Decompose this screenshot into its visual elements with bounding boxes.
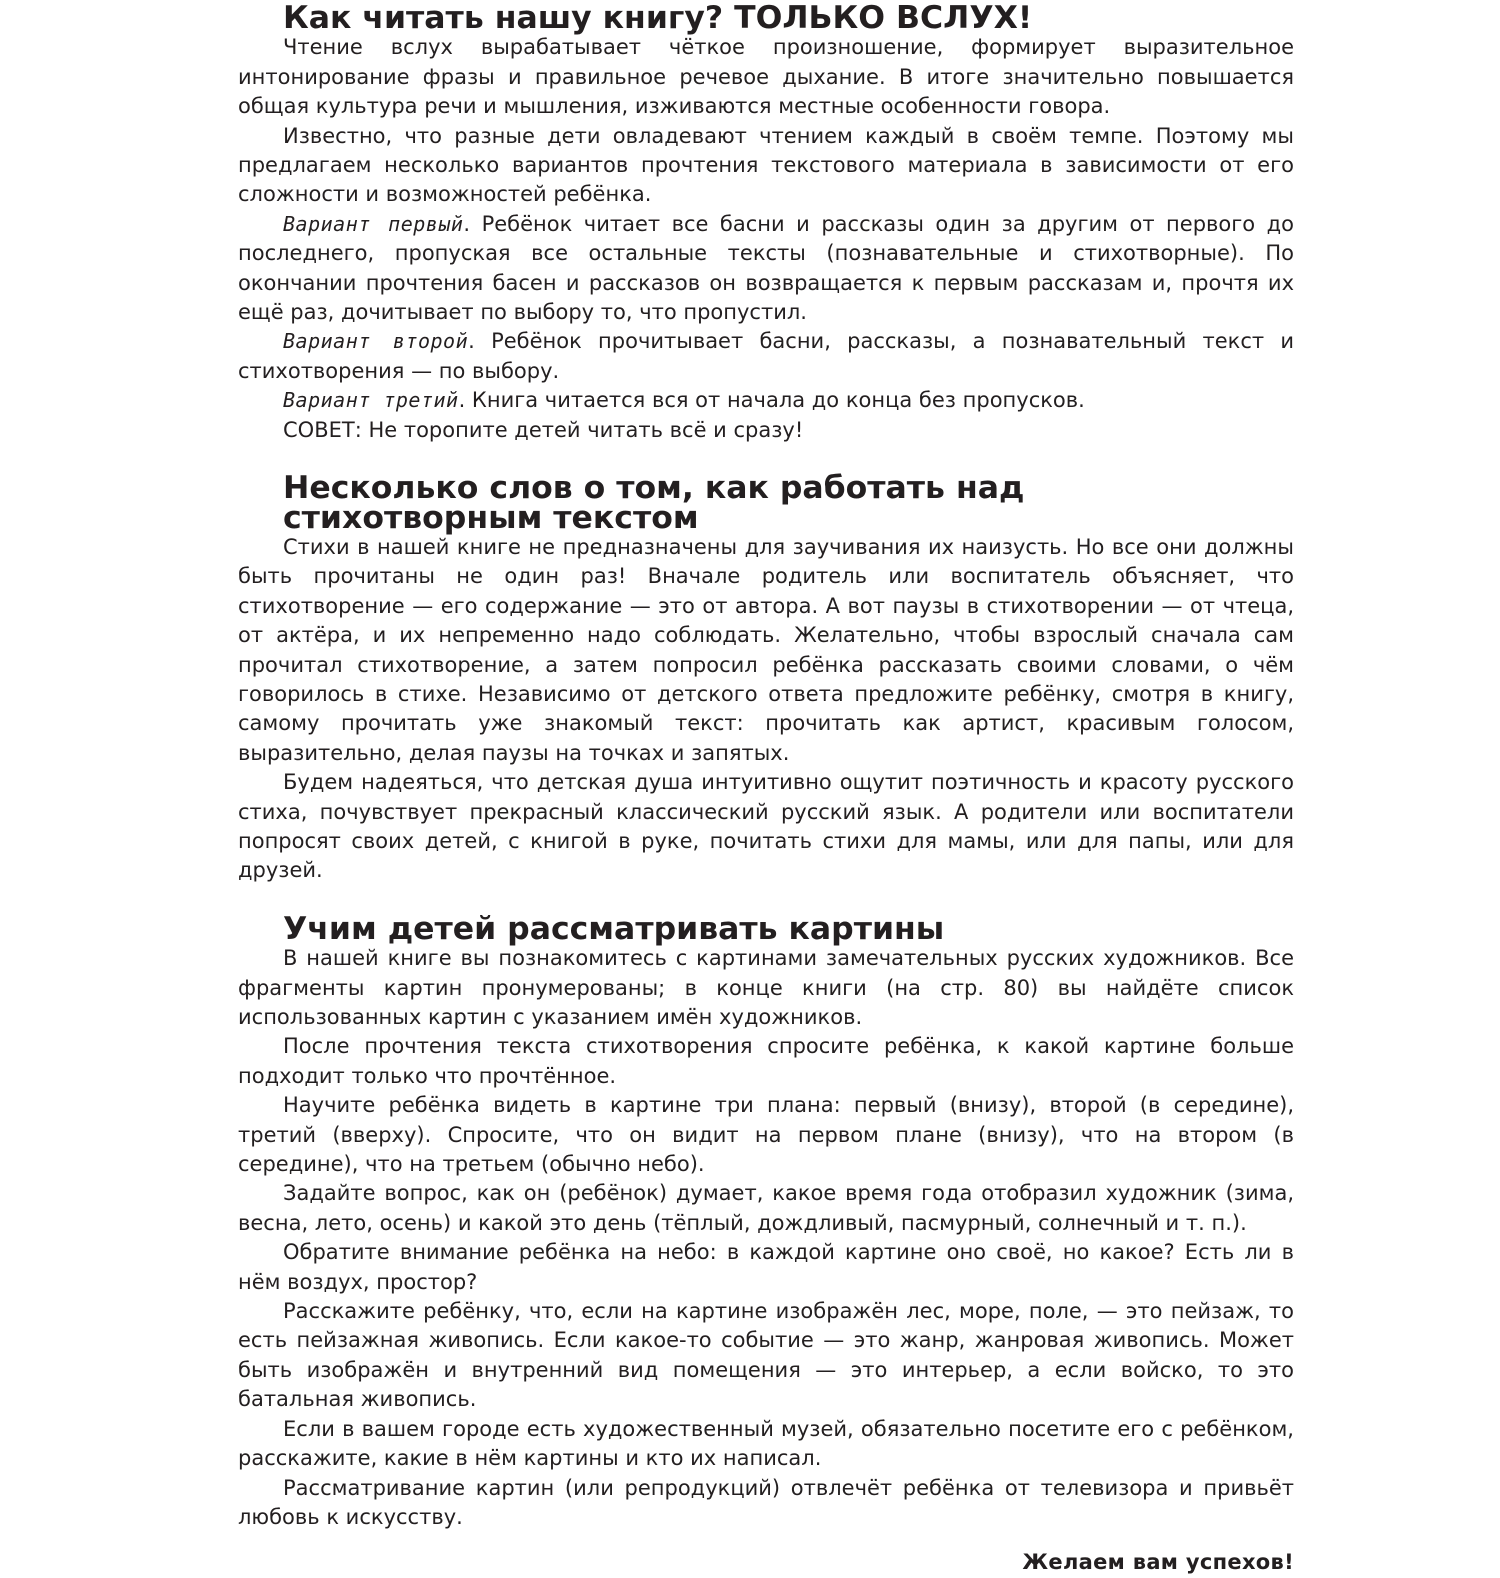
paragraph: Научите ребёнка видеть в картине три плана: первый (внизу), второй (в середине), третий (вверху). Спросите, что он видит на первом плане (внизу), что на втором (в середине), что на третьем (обычно небо).	[238, 1093, 1294, 1177]
section-paintings	[238, 910, 1294, 1533]
variant-label: Вариант третий	[283, 388, 459, 413]
variant-text: . Ребёнок прочитывает басни, рассказы, а познавательный текст и стихотворения — по выбору.	[238, 329, 1294, 383]
variant-paragraph	[238, 210, 1294, 328]
variant-label: Вариант второй	[283, 329, 469, 354]
variant-label: Вариант первый	[283, 211, 464, 236]
document-page	[238, 0, 1295, 1578]
closing-wish: Желаем вам успехов!	[1022, 1550, 1294, 1575]
paragraph: Чтение вслух вырабатывает чёткое произношение, формирует выразительное интонирование фразы и правильное речевое дыхание. В итоге значительно повышается общая культура речи и мышления, изживаются местные особенности говора.	[238, 35, 1294, 119]
advice-paragraph: СОВЕТ: Не торопите детей читать всё и сразу!	[283, 417, 804, 442]
section-heading: Учим детей рассматривать картины	[283, 910, 945, 947]
paragraph: В нашей книге вы познакомитесь с картинами замечательных русских художников. Все фрагменты картин пронумерованы; в конце книги (на стр. 80) вы найдёте список использованных картин с указанием имён художников.	[238, 946, 1294, 1029]
variant-paragraph	[238, 386, 1294, 415]
paragraph: Известно, что разные дети овладевают чтением каждый в своём темпе. Поэтому мы предлагаем несколько вариантов прочтения текстового материала в зависимости от его сложности и возможностей ребёнка.	[238, 123, 1294, 207]
paragraph: Задайте вопрос, как он (ребёнок) думает, какое время года отобразил художник (зима, весна, лето, осень) и какой это день (тёплый, дождливый, пасмурный, солнечный и т. п.).	[238, 1181, 1294, 1235]
variant-paragraph	[238, 327, 1294, 386]
paragraph: Рассматривание картин (или репродукций) отвлечёт ребёнка от телевизора и привьёт любовь к искусству.	[238, 1475, 1294, 1529]
section-reading-aloud	[238, 0, 1295, 445]
paragraph: Обратите внимание ребёнка на небо: в каждой картине оно своё, но какое? Есть ли в нём воздух, простор?	[238, 1240, 1294, 1294]
section-heading: Несколько слов о том, как работать над стихотворным текстом	[283, 470, 1025, 536]
paragraph: Будем надеяться, что детская душа интуитивно ощутит поэтичность и красоту русского стиха, почувствует прекрасный классический русский язык. А родители или воспитатели попросят своих детей, с книгой в руке, почитать стихи для мамы, или для папы, или для друзей.	[238, 770, 1294, 883]
section-heading: Как читать нашу книгу? ТОЛЬКО ВСЛУХ!	[283, 0, 1033, 36]
variant-text: . Книга читается вся от начала до конца без пропусков.	[458, 388, 1085, 413]
variant-text: . Ребёнок читает все басни и рассказы один за другим от первого до последнего, пропуская все остальные тексты (познавательные и стихотворные). По окончании прочтения басен и рассказов он возвращается к первым рассказам и, прочтя их ещё раз, дочитывает по выбору то, что пропустил.	[238, 211, 1295, 325]
paragraph: Стихи в нашей книге не предназначены для заучивания их наизусть. Но все они должны быть прочитаны не один раз! Вначале родитель или воспитатель объясняет, что стихотворение — его содержание — это от автора. А вот паузы в стихотворении — от чтеца, от актёра, и их непременно надо соблюдать. Желательно, чтобы взрослый сначала сам прочитал стихотворение, а затем попросил ребёнка рассказать своими словами, о чём говорилось в стихе. Независимо от детского ответа предложите ребёнку, смотря в книгу, самому прочитать уже знакомый текст: прочитать как артист, красивым голосом, выразительно, делая паузы на точках и запятых.	[238, 534, 1294, 765]
section-poetry	[238, 470, 1294, 886]
paragraph: Если в вашем городе есть художественный музей, обязательно посетите его с ребёнком, расскажите, какие в нём картины и кто их написал.	[238, 1416, 1294, 1471]
paragraph: Расскажите ребёнку, что, если на картине изображён лес, море, поле, — это пейзаж, то есть пейзажная живопись. Если какое-то событие — это жанр, жанровая живопись. Может быть изображён и внутренний вид помещения — это интерьер, а если войско, то это батальная живопись.	[238, 1299, 1294, 1412]
paragraph: После прочтения текста стихотворения спросите ребёнка, к какой картине больше подходит только что прочтённое.	[238, 1034, 1294, 1088]
